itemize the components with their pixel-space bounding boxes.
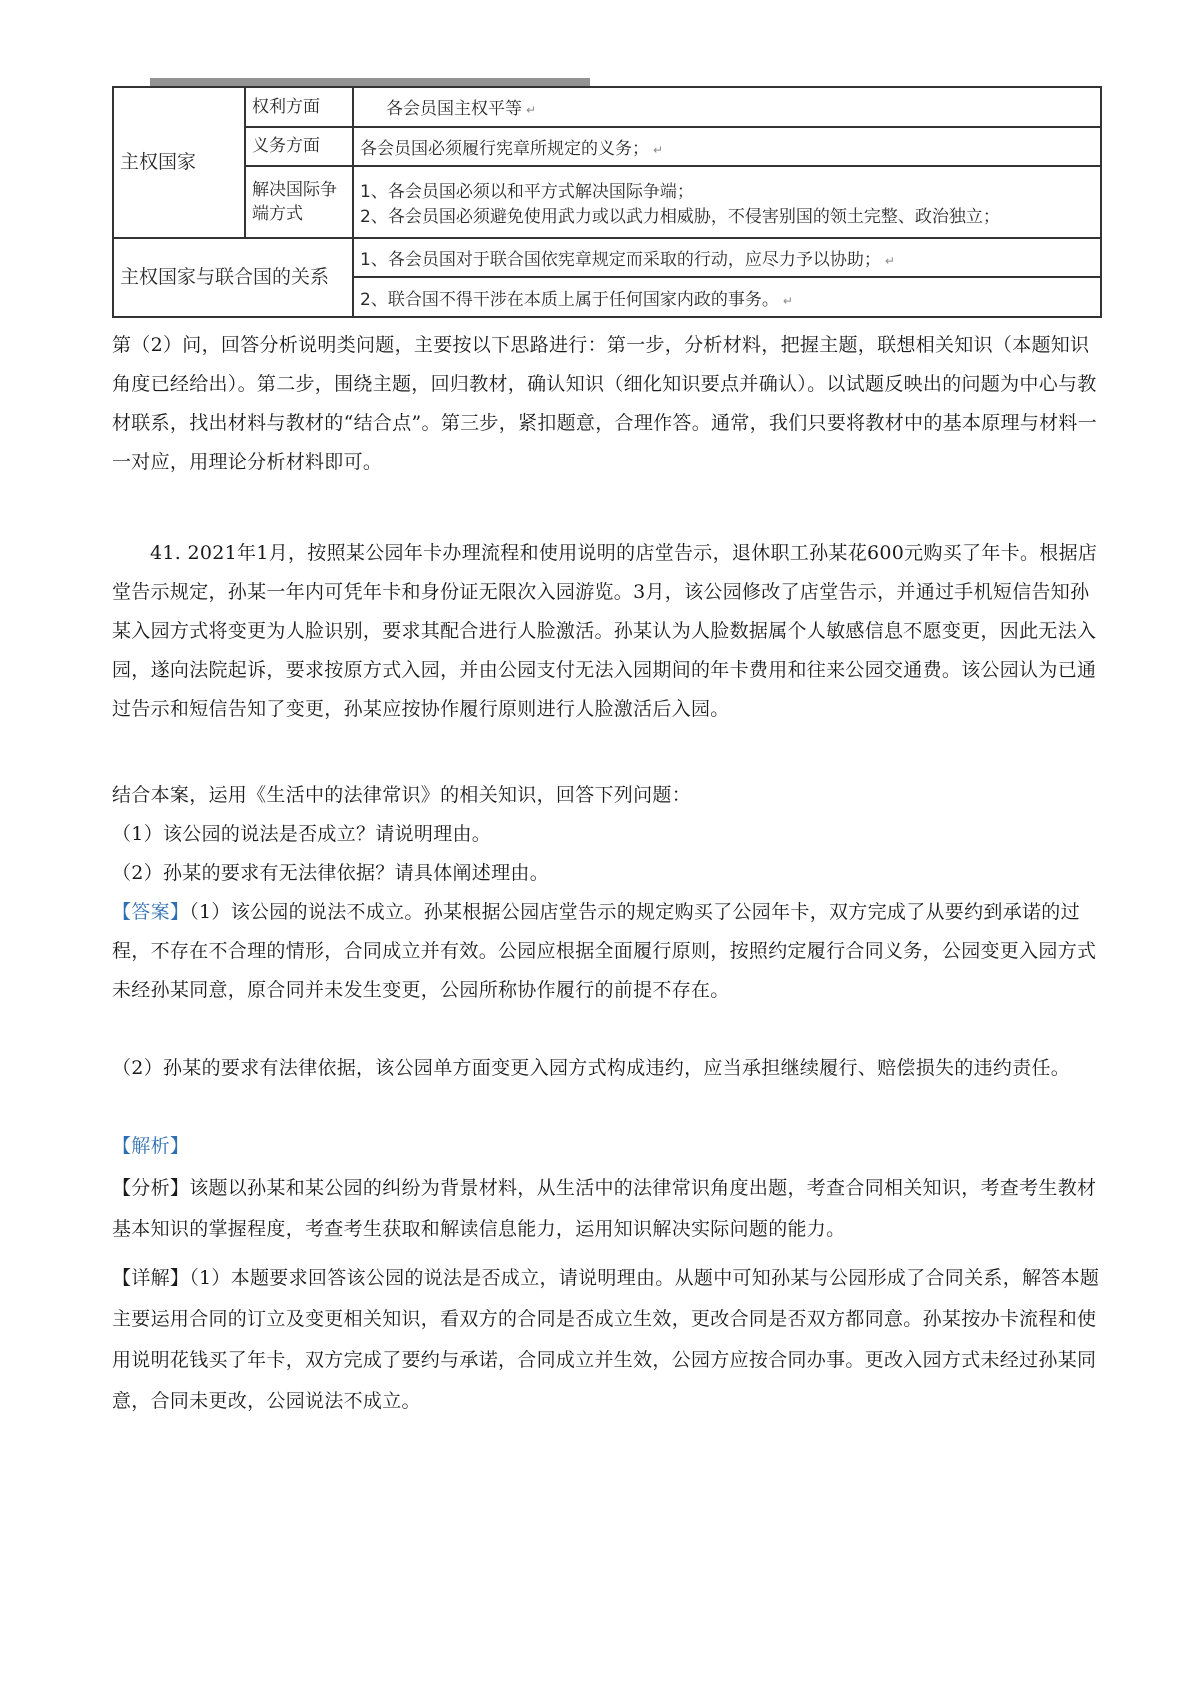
question-number: 41.	[150, 542, 182, 564]
answer-2: （2）孙某的要求有法律依据，该公园单方面变更入园方式构成违约，应当承担继续履行、赔偿损失的违约责任。	[112, 1057, 1071, 1079]
question-body: 2021年1月，按照某公园年卡办理流程和使用说明的店堂告示，退休职工孙某花600元购买了年卡。根据店堂告示规定，孙某一年内可凭年卡和身份证无限次入园游览。3月，该公园修改了店堂告示，并通过手机短信告知孙某入园方式将变更为人脸识别，要求其配合进行人脸激活。孙某认为人脸数据属个人敏感信息不愿变更，因此无法入园，遂向法院起诉，要求按原方式入园，并由公园支付无法入园期间的年卡费用和往来公园交通费。该公园认为已通过告示和短信告知了变更，孙某应按协作履行原则进行人脸激活后入园。	[112, 542, 1098, 720]
cell-text: 1、各会员国对于联合国依宪章规定而采取的行动，应尽力予以协助；	[360, 250, 881, 271]
question-instruction: 结合本案，运用《生活中的法律常识》的相关知识，回答下列问题：	[112, 784, 692, 806]
cell-text: 2、联合国不得干涉在本质上属于任何国家内政的事务。	[360, 289, 779, 310]
table-row	[113, 238, 1101, 278]
cell-relation-2	[353, 277, 1101, 317]
explanation-label: 【解析】	[112, 1135, 190, 1157]
cell-relation-1	[353, 238, 1101, 278]
return-mark-icon: ↵	[884, 254, 895, 269]
return-mark-icon: ↵	[782, 293, 793, 308]
table-row	[113, 87, 1101, 127]
question-41	[112, 534, 1102, 729]
sovereignty-table-image	[112, 86, 1102, 318]
sovereignty-table	[112, 86, 1102, 318]
cell-disputes	[353, 166, 1101, 238]
answer-1	[112, 893, 1102, 1010]
cell-rights	[353, 87, 1101, 127]
return-mark-icon: ↵	[526, 103, 537, 118]
sub-header-rights: 权利方面	[245, 87, 353, 127]
cell-text: 各会员国必须履行宪章所规定的义务；	[360, 138, 649, 159]
answer-label: 【答案】	[112, 901, 190, 923]
table-row	[113, 127, 1101, 167]
analysis-paragraph	[112, 1168, 1102, 1250]
return-mark-icon: ↵	[653, 142, 664, 157]
sub-question-2: （2）孙某的要求有无法律依据？请具体阐述理由。	[112, 862, 549, 884]
answer-text: （1）该公园的说法不成立。孙某根据公园店堂告示的规定购买了公园年卡，双方完成了从要约到承诺的过程，不存在不合理的情形，合同成立并有效。公园应根据全面履行原则，按照约定履行合同义务，公园变更入园方式未经孙某同意，原合同并未发生变更，公园所称协作履行的前提不存在。	[112, 901, 1097, 1001]
table-row	[113, 166, 1101, 238]
sub-header-disputes: 解决国际争端方式	[245, 166, 353, 238]
analysis-text: 该题以孙某和某公园的纠纷为背景材料，从生活中的法律常识角度出题，考查合同相关知识，考查考生教材基本知识的掌握程度，考查考生获取和解读信息能力，运用知识解决实际问题的能力。	[112, 1177, 1097, 1240]
cell-text: 各会员国主权平等	[386, 99, 522, 120]
sub-question-1: （1）该公园的说法是否成立？请说明理由。	[112, 823, 492, 845]
detail-paragraph	[112, 1258, 1102, 1422]
detail-text: （1）本题要求回答该公园的说法是否成立，请说明理由。从题中可知孙某与公园形成了合同关系，解答本题主要运用合同的订立及变更相关知识，看双方的合同是否成立生效，更改合同是否双方都同意。孙某按办卡流程和使用说明花钱买了年卡，双方完成了要约与承诺，合同成立并生效，公园方应按合同办事。更改入园方式未经过孙某同意，合同未更改，公园说法不成立。	[112, 1267, 1100, 1412]
sub-header-duties: 义务方面	[245, 127, 353, 167]
row-header-sovereign-state: 主权国家	[113, 87, 245, 238]
cell-duties	[353, 127, 1101, 167]
cell-text: 1、各会员国必须以和平方式解决国际争端；	[360, 181, 694, 202]
analysis-label: 【分析】	[112, 1177, 190, 1199]
detail-label: 【详解】	[112, 1267, 190, 1289]
cell-text: 2、各会员国必须避免使用武力或以武力相威胁，不侵害别国的领土完整、政治独立；	[360, 206, 1000, 227]
paragraph-q2-method: 第（2）问，回答分析说明类问题，主要按以下思路进行：第一步，分析材料，把握主题，联想相关知识（本题知识角度已经给出）。第二步，围绕主题，回归教材，确认知识（细化知识要点并确认）。以试题反映出的问题为中心与教材联系，找出材料与教材的“结合点”。第三步，紧扣题意，合理作答。通常，我们只要将教材中的基本原理与材料一一对应，用理论分析材料即可。	[112, 334, 1098, 473]
row-header-relation: 主权国家与联合国的关系	[113, 238, 353, 317]
